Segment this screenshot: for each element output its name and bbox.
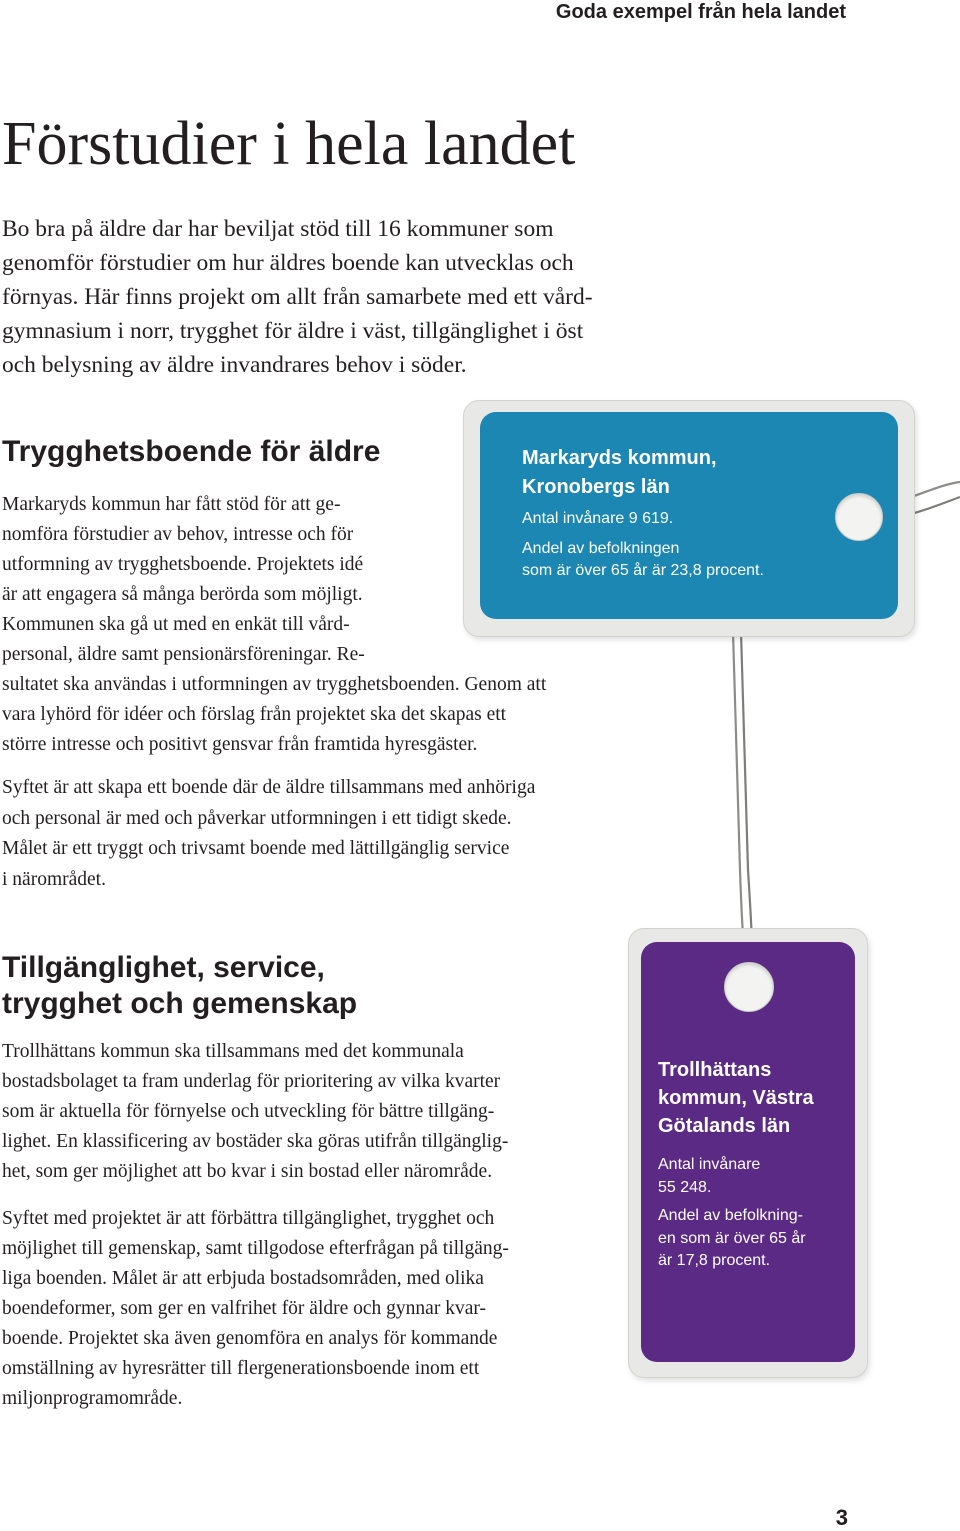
tag-title	[658, 1056, 814, 1140]
body-line: Trollhättans kommun ska tillsammans med det kommunala	[2, 1041, 464, 1062]
purple-tag-string	[733, 632, 740, 870]
body-line: större intresse och positivt gensvar från framtida hyresgäster.	[2, 734, 478, 755]
body-line: är att engagera så många berörda som möjligt.	[2, 584, 363, 605]
purple-tag-string	[741, 632, 748, 870]
body-line: Markaryds kommun har fått stöd för att ge-	[2, 494, 341, 515]
tag-info-line: 55 248.	[658, 1178, 712, 1196]
intro-line: genomför förstudier om hur äldres boende kan utvecklas och	[2, 250, 574, 276]
body-line: nomföra förstudier av behov, intresse och för	[2, 524, 354, 545]
tag-info	[658, 1205, 814, 1273]
tag-info-line: en som är över 65 år	[658, 1229, 806, 1247]
body-line: Syftet är att skapa ett boende där de äldre tillsammans med anhöriga	[2, 777, 536, 798]
body-line: vara lyhörd för idéer och förslag från projektet ska det skapas ett	[2, 704, 507, 725]
body-line: het, som ger möjlighet att bo kvar i sin bostad eller närområde.	[2, 1161, 493, 1182]
tag-content	[522, 444, 764, 583]
tag-title-line: kommun, Västra	[658, 1087, 814, 1109]
section1-paragraph-2	[2, 773, 535, 895]
section-heading	[2, 950, 357, 1022]
tag-info	[522, 508, 764, 583]
body-line: utformning av trygghetsboende. Projektets idé	[2, 554, 364, 575]
tag-info-line: Andel av befolkning-	[658, 1207, 803, 1224]
tag-content	[658, 1056, 814, 1273]
tag-title-line: Markaryds kommun,	[522, 447, 717, 469]
tag-title-line: Kronobergs län	[522, 476, 670, 498]
section2-paragraph-2	[2, 1204, 509, 1414]
tag-info-line: är 17,8 procent.	[658, 1252, 771, 1269]
body-line: Målet är ett tryggt och trivsamt boende med lättillgänglig service	[2, 838, 510, 859]
body-line: boendeformer, som ger en valfrihet för äldre och gynnar kvar-	[2, 1298, 486, 1319]
body-line: liga boenden. Målet är att erbjuda bostadsområden, med olika	[2, 1268, 484, 1289]
tag-title	[522, 444, 764, 502]
tag-info-line: Antal invånare	[658, 1156, 761, 1173]
body-line: boende. Projektet ska även genomföra en analys för kommande	[2, 1328, 498, 1349]
tag-hole-icon	[835, 493, 883, 541]
body-line: i närområdet.	[2, 868, 106, 890]
tag-info-line: som är över 65 år är 23,8 procent.	[522, 562, 764, 579]
section2-paragraph-1	[2, 1037, 508, 1187]
body-line: Kommunen ska gå ut med en enkät till vård-	[2, 614, 350, 635]
body-line: omställning av hyresrätter till flergenerationsboende inom ett	[2, 1358, 480, 1379]
heading-line: trygghet och gemenskap	[2, 987, 358, 1020]
running-header: Goda exempel från hela landet	[555, 1, 846, 23]
tag-hole-icon	[724, 962, 774, 1012]
body-line: lighet. En klassificering av bostäder ska göras utifrån tillgänglig-	[2, 1131, 509, 1152]
tag-title-line: Götalands län	[658, 1115, 791, 1137]
tag-info-line: Andel av befolkningen	[522, 539, 680, 557]
heading-line: Tillgänglighet, service,	[2, 951, 325, 984]
body-line: som är aktuella för förnyelse och utveckling för bättre tillgäng-	[2, 1101, 495, 1122]
body-line: miljonprogramområde.	[2, 1388, 183, 1409]
tag-title-line: Trollhättans	[658, 1059, 772, 1081]
body-line: Syftet med projektet är att förbättra tillgänglighet, trygghet och	[2, 1208, 495, 1229]
tag-info-line: Antal invånare 9 619.	[522, 510, 674, 527]
intro-line: gymnasium i norr, trygghet för äldre i väst, tillgänglighet i öst	[2, 318, 584, 344]
body-line: och personal är med och påverkar utformningen i ett tidigt skede.	[2, 807, 512, 829]
body-line: sultatet ska användas i utformningen av trygghetsboenden. Genom att	[2, 674, 547, 695]
section-heading: Trygghetsboende för äldre	[2, 435, 381, 468]
intro-line: förnyas. Här finns projekt om allt från samarbete med ett vård-	[2, 284, 593, 310]
page-title: Förstudier i hela landet	[2, 110, 576, 178]
page-number: 3	[835, 1505, 848, 1530]
body-line: bostadsbolaget ta fram underlag för prioritering av vilka kvarter	[2, 1071, 501, 1092]
body-line: personal, äldre samt pensionärsföreningar. Re-	[2, 644, 365, 665]
tag-info	[658, 1154, 814, 1199]
body-line: möjlighet till gemenskap, samt tillgodose efterfrågan på tillgäng-	[2, 1238, 509, 1259]
intro-line: Bo bra på äldre dar har beviljat stöd till 16 kommuner som	[2, 216, 554, 242]
intro-line: och belysning av äldre invandrares behov i söder.	[2, 352, 467, 378]
